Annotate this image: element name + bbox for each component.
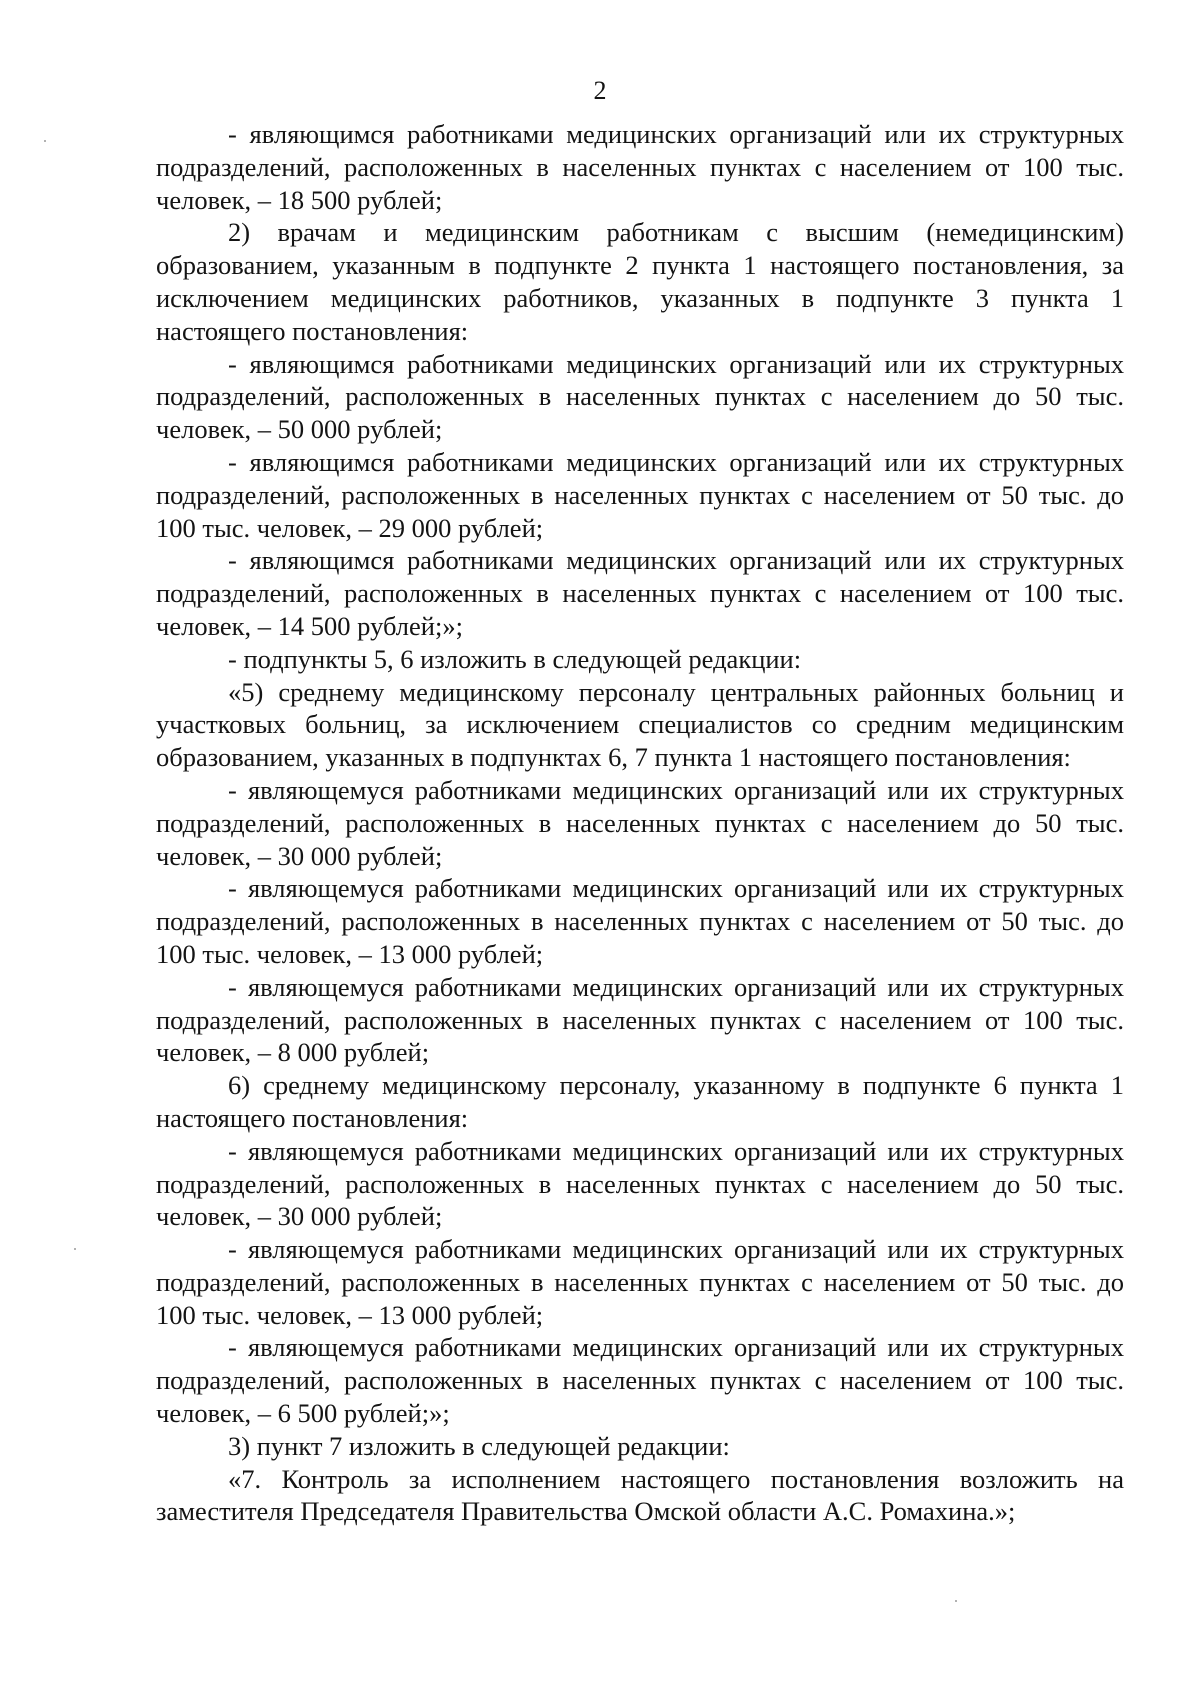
paragraph: - являющимся работниками медицинских организаций или их структурных подразделений, расположенных в населенных пунктах с населением от 100 тыс. человек, – 14 500 рублей;»;	[156, 545, 1124, 641]
scan-speck	[955, 1600, 957, 1602]
paragraph: «7. Контроль за исполнением настоящего постановления возложить на заместителя Председателя Правительства Омской области А.С. Ромахина.»;	[156, 1463, 1124, 1527]
paragraph: - являющемуся работниками медицинских организаций или их структурных подразделений, расположенных в населенных пунктах с населением до 50 тыс. человек, – 30 000 рублей;	[156, 774, 1124, 871]
paragraph: - являющемуся работниками медицинских организаций или их структурных подразделений, расположенных в населенных пунктах с населением от 50 тыс. до 100 тыс. человек, – 13 000 рублей;	[156, 873, 1124, 969]
paragraph: 3) пункт 7 изложить в следующей редакции:	[228, 1430, 730, 1461]
paragraph: - являющимся работниками медицинских организаций или их структурных подразделений, расположенных в населенных пунктах с населением от 50 тыс. до 100 тыс. человек, – 29 000 рублей;	[156, 446, 1124, 543]
paragraph: 6) среднему медицинскому персоналу, указанному в подпункте 6 пункта 1 настоящего постановления:	[156, 1070, 1124, 1133]
paragraph: «5) среднему медицинскому персоналу центральных районных больниц и участковых больниц, за исключением специалистов со средним медицинским образованием, указанных в подпунктах 6, 7 пункта 1 настоящего постановления:	[156, 676, 1124, 773]
scan-speck	[44, 140, 46, 142]
paragraph: - являющемуся работниками медицинских организаций или их структурных подразделений, расположенных в населенных пунктах с населением от 50 тыс. до 100 тыс. человек, – 13 000 рублей;	[156, 1234, 1124, 1330]
paragraph: - являющимся работниками медицинских организаций или их структурных подразделений, расположенных в населенных пунктах с населением до 50 тыс. человек, – 50 000 рублей;	[156, 348, 1124, 445]
scan-speck	[74, 1248, 76, 1250]
paragraph: - являющемуся работниками медицинских организаций или их структурных подразделений, расположенных в населенных пунктах с населением от 100 тыс. человек, – 6 500 рублей;»;	[156, 1332, 1124, 1429]
paragraph: - являющемуся работниками медицинских организаций или их структурных подразделений, расположенных в населенных пунктах с населением от 100 тыс. человек, – 8 000 рублей;	[156, 971, 1124, 1068]
page-number: 2	[593, 76, 607, 105]
paragraph: - являющимся работниками медицинских организаций или их структурных подразделений, расположенных в населенных пунктах с населением от 100 тыс. человек, – 18 500 рублей;	[156, 119, 1124, 215]
paragraph: - являющемуся работниками медицинских организаций или их структурных подразделений, расположенных в населенных пунктах с населением до 50 тыс. человек, – 30 000 рублей;	[156, 1135, 1124, 1232]
document-body	[156, 118, 1124, 1528]
paragraph: 2) врачам и медицинским работникам с высшим (немедицинским) образованием, указанным в подпункте 2 пункта 1 настоящего постановления, за исключением медицинских работников, указанных в подпункте 3 пункта 1 настоящего постановления:	[156, 217, 1124, 346]
paragraph: - подпункты 5, 6 изложить в следующей редакции:	[228, 643, 802, 674]
